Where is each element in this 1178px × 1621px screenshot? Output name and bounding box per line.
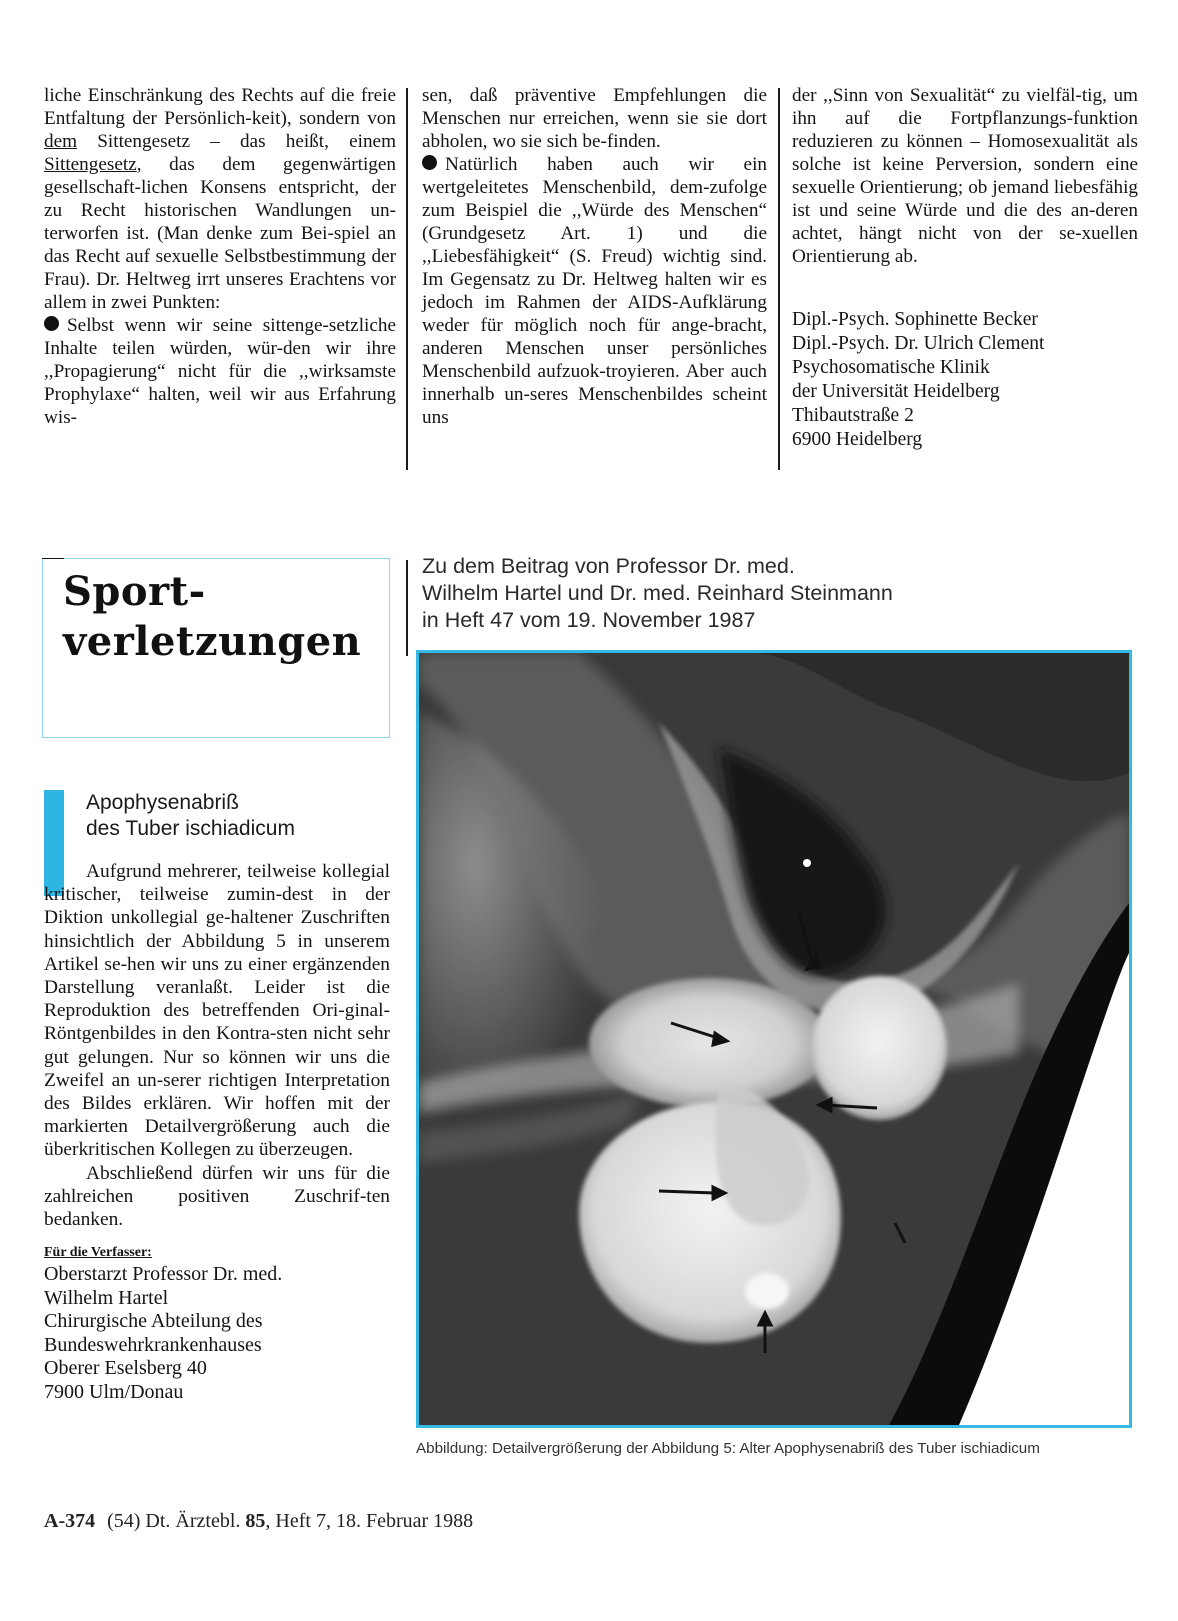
- title-divider: [406, 560, 408, 656]
- citation-rest: , Heft 7, 18. Februar 1988: [265, 1510, 474, 1532]
- signature-block: [792, 308, 1138, 452]
- author-address: Oberstarzt Professor Dr. med. Wilhelm Hartel Chirurgische Abteilung des Bundeswehrkrankenhauses Oberer Eselsberg 40 7900 Ulm/Donau: [44, 1263, 283, 1403]
- citation: (54) Dt. Ärztebl.: [107, 1510, 246, 1532]
- signature-line: Dipl.-Psych. Sophinette Becker: [792, 309, 1038, 330]
- signature-line: Psychosomatische Klinik: [792, 357, 990, 378]
- signature-line: der Universität Heidelberg: [792, 381, 1000, 402]
- volume-number: 85: [245, 1510, 266, 1532]
- figure-caption: Abbildung: Detailvergrößerung der Abbildung 5: Alter Apophysenabriß des Tuber ischiadicum: [416, 1440, 1040, 1457]
- page-number: A-374: [44, 1510, 96, 1532]
- bullet-icon: [422, 155, 437, 170]
- column-divider-1: [406, 88, 408, 470]
- xray-figure: [416, 650, 1132, 1428]
- signature-line: 6900 Heidelberg: [792, 429, 923, 450]
- article-paragraph-1: Aufgrund mehrerer, teilweise kollegial kritischer, teilweise zumin-dest in der Diktion unkollegial ge-haltener Zuschriften hinsichtlich der Abbildung 5 in unserem Artikel se-hen wir uns zu einer ergänzenden Darstellung veranlaßt. Leider ist die Reproduktion des betreffenden Ori-ginal-Röntgenbildes in den Kontra-sten nicht sehr gut gelungen. Nur so können wir uns die Zweifel an un-serer richtigen Interpretation des Bildes erklären. Wir hoffen mit der markierten Detailvergrößerung auch die überkritischen Kollegen zu überzeugen.: [44, 861, 390, 1161]
- signature-line: Dipl.-Psych. Dr. Ulrich Clement: [792, 333, 1045, 354]
- article-paragraph-2: Abschließend dürfen wir uns für die zahlreichen positiven Zuschrif-ten bedanken.: [44, 1162, 390, 1231]
- article-reference: Zu dem Beitrag von Professor Dr. med. Wilhelm Hartel und Dr. med. Reinhard Steinmann in Heft 47 vom 19. November 1987: [422, 554, 893, 632]
- column-2-paragraph-1: sen, daß präventive Empfehlungen die Menschen nur erreichen, wenn sie sie dort abholen, wo sie sich be-finden.: [422, 85, 767, 152]
- bullet-paragraph-2: Natürlich haben auch wir ein wertgeleitetes Menschenbild, dem-zufolge zum Beispiel die ,,Würde des Menschen“ (Grundgesetz Art. 1) und die ,,Liebesfähigkeit“ (S. Freud) wichtig sind. Im Gegensatz zu Dr. Heltweg halten wir es jedoch im Rahmen der AIDS-Aufklärung weder für möglich noch für ange-bracht, anderen Menschen unser persönliches Menschenbild aufzuok-troyieren. Aber auch innerhalb un-seres Menschenbildes scheint uns: [422, 154, 767, 428]
- bullet-icon: [44, 316, 59, 331]
- bright-spot: [803, 859, 811, 867]
- page-footer: [44, 1510, 473, 1533]
- underlined-word-dem: dem: [44, 131, 78, 152]
- column-divider-2: [778, 88, 780, 470]
- section-title-box: [42, 558, 390, 738]
- article-body: [44, 860, 390, 1404]
- for-authors-label: Für die Verfasser:: [44, 1245, 152, 1261]
- column-2: [422, 84, 767, 429]
- article-subheading: Apophysenabriß des Tuber ischiadicum: [86, 791, 295, 840]
- column-3-paragraph: der ,,Sinn von Sexualität“ zu vielfäl-tig, um ihn auf die Fortpflanzungs-funktion reduzieren zu können – Homosexualität als solche ist keine Perversion, sondern eine sexuelle Orientierung; ob jemand liebesfähig ist und seine Würde und die des an-deren achtet, hängt nicht von der se-xuellen Orientierung ab.: [792, 85, 1138, 267]
- underlined-word-sittengesetz: Sittengesetz: [44, 154, 137, 175]
- column-3: [792, 84, 1138, 452]
- section-title: Sport- verletzungen: [63, 568, 362, 665]
- bullet-paragraph-1: Selbst wenn wir seine sittenge-setzliche Inhalte teilen würden, wür-den wir ihre ,,Propagierung“ nicht für die ,,wirksamste Prophylaxe“ halten, weil wir aus Erfahrung wis-: [44, 315, 396, 428]
- column-1-text: liche Einschränkung des Rechts auf die freie Entfaltung der Persönlich-keit), sondern von dem Sittengesetz – das heißt, einem Sittengesetz, das dem gegenwärtigen gesellschaft-lichen Konsens entspricht, der zu Recht historischen Wandlungen un-terworfen ist. (Man denke zum Bei-spiel an das Recht auf sexuelle Selbstbestimmung der Frau). Dr. Heltweg irrt unseres Erachtens vor allem in zwei Punkten:: [44, 85, 396, 313]
- signature-line: Thibautstraße 2: [792, 405, 914, 426]
- column-1: [44, 84, 396, 429]
- xray-image: [419, 653, 1129, 1425]
- corner-tick: [42, 558, 64, 559]
